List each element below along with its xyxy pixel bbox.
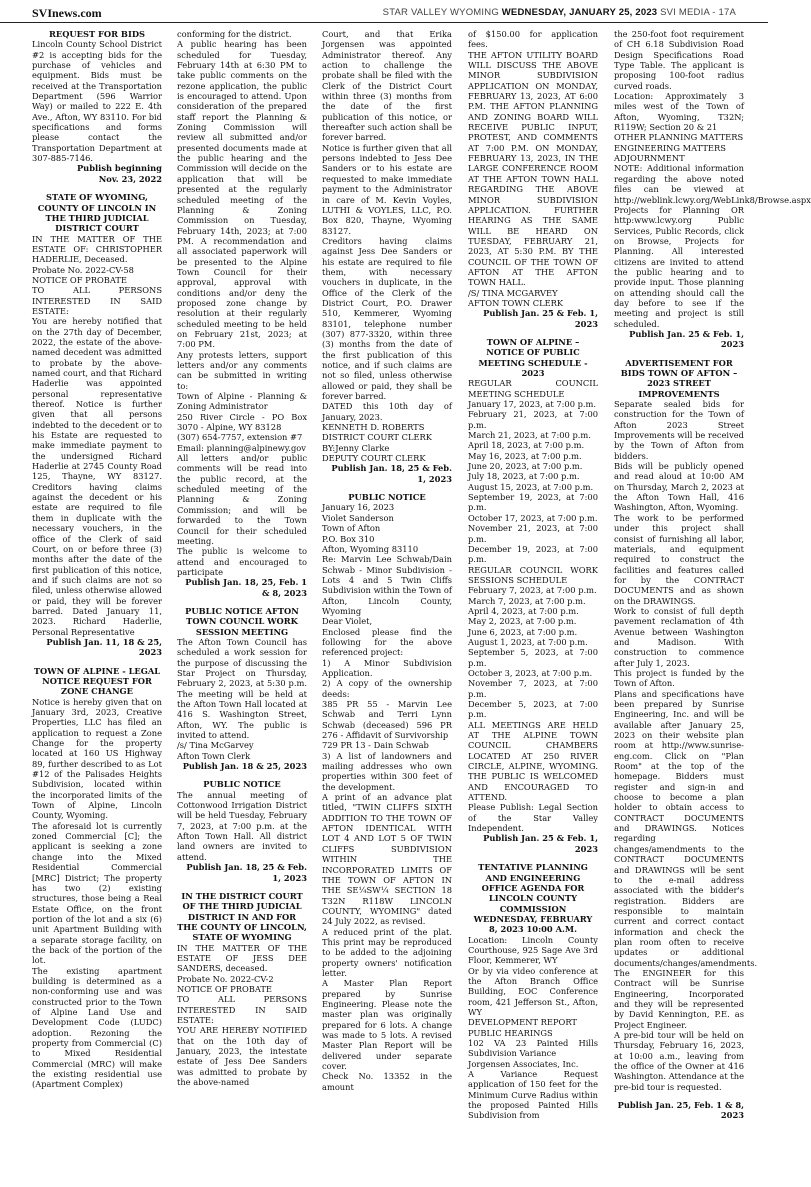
notice-paragraph: the 250-foot foot requirement of CH 6.18 Subdivision Road Design Specifications Road Type Table. The applicant is proposing 100-foot radius curved roads. <box>614 29 744 91</box>
notice-paragraph: November 7, 2023, at 7:00 p.m. <box>468 678 598 699</box>
notice-paragraph: Notice is hereby given that on January 3rd, 2023, Creative Properties, LLC has filed an application to request a Zone Change for the property located at 160 US Highway 89, further described to as Lot #12 of the Palisades Heights Subdivision, located within the incorporated limits of the Town of Alpine, Lincoln County, Wyoming. <box>32 696 162 821</box>
notice-paragraph: April 4, 2023, at 7:00 p.m. <box>468 605 579 616</box>
notice-paragraph: 102 VA 23 Painted Hills Subdivision Variance <box>468 1038 598 1059</box>
notice-paragraph: September 5, 2023, at 7:00 p.m. <box>468 647 598 668</box>
notice-paragraph: DISTRICT COURT CLERK <box>322 432 432 443</box>
notice-heading: TENTATIVE PLANNING AND ENGINEERING OFFICE AGENDA FOR LINCOLN COUNTY COMMISSION WEDNESDAY, FEBRUARY 8, 2023 10:00 A.M. <box>473 862 593 935</box>
notice-paragraph: P.O. Box 310 <box>322 533 375 544</box>
notice-heading: REQUEST FOR BIDS <box>48 29 146 39</box>
notice-paragraph: of $150.00 for application fees. <box>468 29 598 50</box>
spacer <box>177 883 307 891</box>
notice-paragraph: March 7, 2023, at 7:00 p.m. <box>468 595 586 606</box>
notice-paragraph: ALL MEETINGS ARE HELD AT THE ALPINE TOWN COUNCIL CHAMBERS LOCATED AT 250 RIVER CIRCLE, ALPINE, WYOMING. THE PUBLIC IS WELCOMED AND ENCOURAGED TO ATTEND. <box>468 719 598 803</box>
notice-paragraph: NOTICE OF PROBATE <box>32 274 127 285</box>
notice-paragraph: Probate No. 2022-CV-2 <box>177 973 274 984</box>
notice-paragraph: 1) A Minor Subdivision Application. <box>322 657 452 678</box>
publish-line: Publish Jan. 25 & Feb. 1, 2023 <box>483 308 598 329</box>
notice-paragraph: /S/ TINA MCGARVEY <box>468 287 558 298</box>
spacer <box>614 350 744 358</box>
header-prefix: STAR VALLEY WYOMING <box>382 7 502 18</box>
publish-line: Publish Jan. 18 & 25, 2023 <box>182 761 307 772</box>
notice-paragraph: IN THE MATTER OF THE ESTATE OF JESS DEE SANDERS, deceased. <box>177 942 307 974</box>
notice-paragraph: A Variance Request application of 150 feet for the Minimum Curve Radius within the proposed Painted Hills Subdivision from <box>468 1069 598 1121</box>
notice-paragraph: 250 River Circle - PO Box 3070 - Alpine, WY 83128 <box>177 411 307 433</box>
publish-line: Publish Jan. 18, 25 & Feb. 1, 2023 <box>186 862 307 883</box>
notice-paragraph: 385 PR 55 - Marvin Lee Schwab and Terri Lynn Schwab (deceased) 596 PR 276 - Affidavit of Survivorship <box>322 699 452 741</box>
notice-paragraph: NOTE: Additional information regarding the above noted files can be viewed at http://weblink.lcwy.org/WebLink8/Browse.aspx Projects for Planning OR http:www.lcwy.org Public Services, Public Records, click on Browse, Projects for Planning. All interested citizens are invited to attend the public hearing and to provide input. Those planning on attending should call the day before to see if the meeting and project is still scheduled. <box>614 163 811 329</box>
notice-paragraph: /s/ Tina McGarvey <box>177 740 254 751</box>
notice-paragraph: A reduced print of the plat. This print may be reproduced to be added to the adjoining property owners' notification letter. <box>322 926 452 978</box>
site-name: SVInews.com <box>32 6 102 20</box>
notice-paragraph: 2) A copy of the ownership deeds: <box>322 678 452 699</box>
column-4 <box>468 29 598 1179</box>
notice-heading: PUBLIC NOTICE <box>348 492 426 503</box>
notice-paragraph: Or by via video conference at the Afton Branch Office Building, EOC Conference room, 421 Jefferson St., Afton, WY <box>468 965 598 1017</box>
notice-paragraph: PUBLIC HEARINGS <box>468 1027 553 1038</box>
header-suffix: SVI MEDIA - 17A <box>657 7 736 18</box>
notice-heading: IN THE DISTRICT COURT OF THE THIRD JUDICIAL DISTRICT IN AND FOR THE COUNTY OF LINCOLN, STATE OF WYOMING <box>177 890 307 943</box>
header-date: WEDNESDAY, JANUARY 25, 2023 <box>501 7 658 18</box>
notice-paragraph: October 3, 2023, at 7:00 p.m. <box>468 667 593 678</box>
notice-paragraph: A public hearing has been scheduled for Tuesday, February 14th at 6:30 PM to take public comments on the rezone application, the public is encouraged to attend. Upon consideration of the prepared staff report the Planning & Zoning Commission will review all submitted and/or presented documents made at the public hearing and the Commission will decide on the application that will be presented at the regularly scheduled meeting of the Planning & Zoning Commission on Tuesday, February 14th, 2023; at 7:00 PM. A recommendation and all associated paperwork will be presented to the Alpine Town Council for their approval, approval with conditions and/or deny the proposed zone change by resolution at their regularly scheduled meeting to be held on February 21st, 2023; at 7:00 PM. <box>177 39 307 350</box>
notice-paragraph: IN THE MATTER OF THE ESTATE OF: CHRISTOPHER HADERLIE, Deceased. <box>32 233 162 265</box>
notice-paragraph: REGULAR COUNCIL WORK SESSIONS SCHEDULE <box>468 564 598 585</box>
notice-paragraph: August 15, 2023, at 7:00 p.m. <box>468 481 594 492</box>
notice-paragraph: Bids will be publicly opened and read aloud at 10:00 AM on Thursday, March 2, 2023 at the Afton Town Hall, 416 Washington, Afton, Wyoming. <box>614 461 744 513</box>
notice-paragraph: Creditors having claims against Jess Dee Sanders or his estate are required to file them, with necessary vouchers in duplicate, in the Office of the Clerk of the District Court, P.O. Drawer 510, Kemmerer, Wyoming 83101, telephone number (307) 877-3320, within three (3) months from the date of the first publication of this notice, and if such claims are not so filed, unless otherwise allowed or paid, they shall be forever barred. <box>322 235 452 402</box>
notice-paragraph: DEPUTY COURT CLERK <box>322 453 426 464</box>
notice-paragraph: Notice is further given that all persons indebted to Jess Dee Sanders or to his estate are requested to make immediate payment to the Administrator in care of M. Kevin Voyles, LUTHI & VOYLES, LLC, P.O. Box 820, Thayne, Wyoming 83127. <box>322 142 452 236</box>
notice-paragraph: Work to consist of full depth pavement reclamation of 4th Avenue between Washington and Madison. With construction to commence after July 1, 2023. <box>614 605 744 668</box>
notice-paragraph: November 21, 2023, at 7:00 p.m. <box>468 523 598 544</box>
notice-heading: TOWN OF ALPINE - LEGAL NOTICE REQUEST FOR ZONE CHANGE <box>33 665 161 697</box>
notice-paragraph: REGULAR COUNCIL MEETING SCHEDULE <box>468 378 598 399</box>
notice-paragraph: June 6, 2023, at 7:00 p.m. <box>468 626 578 637</box>
notice-paragraph: This project is funded by the Town of Afton. <box>614 667 744 689</box>
notice-paragraph: Please Publish: Legal Section of the Star Valley Independent. <box>468 802 598 834</box>
publish-line: Publish Jan. 25 & Feb. 1, 2023 <box>483 833 598 854</box>
notice-paragraph: ENGINEERING MATTERS <box>614 142 726 153</box>
notice-paragraph: Jorgensen Associates, Inc. <box>468 1058 579 1069</box>
notice-paragraph: December 19, 2023, at 7:00 p.m. <box>468 543 598 565</box>
column-5 <box>614 29 811 1179</box>
notice-paragraph: Afton, Wyoming 83110 <box>322 543 419 554</box>
notice-paragraph: January 16, 2023 <box>322 502 395 513</box>
spacer <box>614 1092 744 1100</box>
notice-paragraph: The annual meeting of Cottonwood Irrigation District will be held Tuesday, February 7, 2023, at 7:00 p.m. at the Afton Town Hall. All district land owners are invited to attend. <box>177 789 307 862</box>
notice-paragraph: Probate No. 2022-CV-58 <box>32 264 134 275</box>
notice-paragraph: Location: Lincoln County Courthouse, 925 Sage Ave 3rd Floor, Kemmerer, WY <box>468 934 598 966</box>
notice-paragraph: Check No. 13352 in the amount <box>322 1071 452 1092</box>
column-2 <box>177 29 307 1179</box>
notice-paragraph: BY:Jenny Clarke <box>322 442 390 453</box>
notice-paragraph: June 20, 2023, at 7:00 p.m. <box>468 461 583 472</box>
notice-paragraph: YOU ARE HEREBY NOTIFIED that on the 10th day of January, 2023, the intestate estate of Jess Dee Sanders was admitted to probate by the above-named <box>177 1025 307 1088</box>
notice-paragraph: TO ALL PERSONS INTERESTED IN SAID ESTATE: <box>32 285 162 316</box>
notice-paragraph: OTHER PLANNING MATTERS <box>614 132 744 143</box>
notice-paragraph: Town of Afton <box>322 523 381 534</box>
notice-paragraph: January 17, 2023, at 7:00 p.m. <box>468 399 597 410</box>
notice-paragraph: The Afton Town Council has scheduled a work session for the purpose of discussing the Star Project on Thursday, February 2, 2023, at 5:30 p.m. The meeting will be held at the Afton Town Hall located at 416 S. Washington Street, Afton, WY. The public is invited to attend. <box>177 636 307 741</box>
notice-paragraph: March 21, 2023, at 7:00 p.m. <box>468 430 591 441</box>
notice-paragraph: Email: planning@alpinewy.gov <box>177 442 306 453</box>
notice-paragraph: conforming for the district. <box>177 29 292 39</box>
page-header <box>0 0 768 23</box>
notice-paragraph: 729 PR 13 - Dain Schwab <box>322 740 429 751</box>
notice-paragraph: The public is welcome to attend and encouraged to participate <box>177 546 307 577</box>
notice-paragraph: Town of Alpine - Planning & Zoning Administrator <box>177 391 307 412</box>
notice-paragraph: A Master Plan Report prepared by Sunrise Engineering. Please note the master plan was originally prepared for 6 lots. A change was made to 5 lots. A revised Master Plan Report will be delivered under separate cover. <box>322 978 452 1072</box>
spacer <box>32 658 162 666</box>
notice-heading: PUBLIC NOTICE AFTON TOWN COUNCIL WORK SESSION MEETING <box>185 605 299 637</box>
notice-paragraph: Any protests letters, support letters and/or any comments can be submitted in writing to: <box>177 349 307 391</box>
notice-heading: TOWN OF ALPINE – NOTICE OF PUBLIC MEETING SCHEDULE - 2023 <box>478 336 588 378</box>
column-1 <box>32 29 162 1179</box>
notice-paragraph: 3) A list of landowners and mailing addresses who own properties within 300 feet of the development. <box>322 750 452 792</box>
notice-paragraph: February 21, 2023, at 7:00 p.m. <box>468 409 598 430</box>
notice-paragraph: Violet Sanderson <box>322 512 394 523</box>
legal-notices-columns <box>32 29 811 1179</box>
notice-paragraph: Lincoln County School District #2 is accepting bids for the purchase of vehicles and equipment. Bids must be received at the Transportation Department (596 Warrior Way) or mailed to 222 E. 4th Ave., Afton, WY 83110. For bid specifications and forms please contact the Transportation Department at 307-885-7146. <box>32 39 162 164</box>
notice-heading: ADVERTISEMENT FOR BIDS TOWN OF AFTON – 2023 STREET IMPROVEMENTS <box>620 357 738 399</box>
spacer <box>177 771 307 779</box>
notice-paragraph: A print of an advance plat titled, "TWIN CLIFFS SIXTH ADDITION TO THE TOWN OF AFTON IDENTICAL WITH LOT 4 AND LOT 5 OF TWIN CLIFFS SUBDIVISION WITHIN THE INCORPORATED LIMITS OF THE TOWN OF AFTON IN THE SE¼SW¼ SECTION 18 T32N R118W LINCOLN COUNTY, WYOMING" dated 24 July 2022, as revised. <box>322 792 452 927</box>
notice-paragraph: Separate sealed bids for construction for the Town of Afton 2023 Street Improvements will be received by the Town of Afton from bidders. <box>614 399 744 461</box>
notice-paragraph: You are hereby notified that on the 27th day of December, 2022, the estate of the above-named decedent was admitted to probate by the above-named court, and that Richard Haderlie was appointed personal representative thereof. Notice is further given that all persons indebted to the decedent or to his Estate are requested to make immediate payment to the undersigned Richard Haderlie at 2745 County Road 125, Thayne, WY 83127. Creditors having claims against the decedent or his estate are required to file them in duplicate with the necessary vouchers, in the office of the Clerk of said Court, on or before three (3) months after the date of the first publication of this notice, and if such claims are not so filed, unless otherwise allowed or paid, they will be forever barred. Dated January 11, 2023. Richard Haderlie, Personal Representative <box>32 316 162 637</box>
notice-paragraph: AFTON TOWN CLERK <box>468 297 564 308</box>
notice-paragraph: February 7, 2023, at 7:00 p.m. <box>468 585 597 596</box>
notice-paragraph: Location: Approximately 3 miles west of the Town of Afton, Wyoming, T32N; R119W; Section 20 & 21 <box>614 91 744 133</box>
notice-paragraph: August 1, 2023, at 7:00 p.m. <box>468 636 588 647</box>
notice-paragraph: The aforesaid lot is currently zoned Commercial [C]; the applicant is seeking a zone change into the Mixed Residential Commercial [MRC] District; The property has two (2) existing structures, those being a Real Estate Office, on the front portion of the lot and a six (6) unit Apartment Building with a separate storage facility, on the back of the portion of the lot. <box>32 820 162 966</box>
notice-paragraph: The existing apartment building is determined as a non-conforming use and was constructed prior to the Town of Alpine Land Use and Development Code (LUDC) adoption. Rezoning the property from Commercial (C) to Mixed Residential Commercial (MRC) will make the existing residential use (Apartment Complex) <box>32 965 162 1090</box>
notice-paragraph: December 5, 2023, at 7:00 p.m. <box>468 699 598 720</box>
notice-paragraph: Afton Town Clerk <box>177 750 251 761</box>
spacer <box>32 184 162 192</box>
notice-paragraph: KENNETH D. ROBERTS <box>322 422 425 433</box>
header-info <box>383 7 736 18</box>
notice-paragraph: THE AFTON UTILITY BOARD WILL DISCUSS THE ABOVE MINOR SUBDIVISION APPLICATION ON MONDAY, FEBRUARY 13, 2023, AT 6:00 P.M. THE AFTON PLANNING AND ZONING BOARD WILL RECEIVE PUBLIC INPUT, PROTEST, AND COMMENTS AT 7:00 P.M. ON MONDAY, FEBRUARY 13, 2023, IN THE LARGE CONFERENCE ROOM AT THE AFTON TOWN HALL REGARDING THE ABOVE MINOR SUBDIVISION APPLICATION. FURTHER HEARING AS THE SAME WILL BE HEARD ON TUESDAY, FEBRUARY 21, 2023, AT 5:30 P.M. BY THE COUNCIL OF THE TOWN OF AFTON AT THE AFTON TOWN HALL. <box>468 49 598 288</box>
publish-line: Publish Jan. 25, Feb. 1 & 8, 2023 <box>617 1100 744 1121</box>
spacer <box>177 598 307 606</box>
notice-paragraph: NOTICE OF PROBATE <box>177 983 272 994</box>
notice-paragraph: Enclosed please find the following for the above referenced project: <box>322 626 452 658</box>
notice-paragraph: All letters and/or public comments will be read into the public record, at the scheduled meeting of the Planning & Zoning Commission; and will be forwarded to the Town Council for their scheduled meeting. <box>177 453 307 546</box>
notice-paragraph: Re: Marvin Lee Schwab/Dain Schwab - Minor Subdivision - Lots 4 and 5 Twin Cliffs Subdivision within the Town of Afton, Lincoln County, Wyoming <box>322 554 452 616</box>
notice-paragraph: Dear Violet, <box>322 616 373 627</box>
publish-line: Publish Jan. 25 & Feb. 1, 2023 <box>629 328 744 350</box>
column-3 <box>322 29 452 1179</box>
spacer <box>468 854 598 862</box>
notice-paragraph: May 16, 2023, at 7:00 p.m. <box>468 450 582 461</box>
publish-line: Nov. 23, 2022 <box>98 173 162 184</box>
notice-paragraph: September 19, 2023, at 7:00 p.m. <box>468 492 598 513</box>
notice-paragraph: April 18, 2023, at 7:00 p.m. <box>468 440 585 451</box>
notice-paragraph: DEVELOPMENT REPORT <box>468 1017 577 1028</box>
notice-paragraph: The work to be performed under this project shall consist of furnishing all labor, materials, and equipment required to construct the facilities and features called for by the CONTRACT DOCUMENTS and as shown on the DRAWINGS. <box>614 512 744 606</box>
notice-paragraph: ADJOURNMENT <box>614 153 685 164</box>
notice-paragraph: Plans and specifications have been prepared by Sunrise Engineering, Inc. and will be available after January 25, 2023 on their website plan room at http://www.sunrise-eng.com. Click on "Plan Room" at the top of the homepage. Bidders must register and sign-in and choose to become a plan holder to obtain access to CONTRACT DOCUMENTS and DRAWINGS. Notices regarding changes/amendments to the CONTRACT DOCUMENTS and DRAWINGS will be sent to the e-mail address associated with the bidder's registration. Bidders are responsible to maintain current and correct contact information and check the plan room often to receive updates or additional documents/changes/amendments. The ENGINEER for this Contract will be Sunrise Engineering, Incorporated and they will be represented by David Kennington, P.E. as Project Engineer. <box>614 688 758 1030</box>
notice-paragraph: May 2, 2023, at 7:00 p.m. <box>468 616 577 627</box>
notice-paragraph: A pre-bid tour will be held on Thursday, February 16, 2023, at 10:00 a.m., leaving from the office of the Owner at 416 Washington. Attendance at the pre-bid tour is requested. <box>614 1030 744 1092</box>
notice-paragraph: (307) 654-7757, extension #7 <box>177 432 303 443</box>
publish-line: Publish Jan. 18, 25, Feb. 1 & 8, 2023 <box>185 577 307 598</box>
spacer <box>468 329 598 337</box>
publish-line: Publish Jan. 11, 18 & 25, 2023 <box>46 636 162 658</box>
publish-line: Publish beginning <box>76 163 162 174</box>
notice-paragraph: July 18, 2023, at 7:00 p.m. <box>468 471 580 482</box>
spacer <box>322 484 452 492</box>
publish-line: Publish Jan. 18, 25 & Feb. 1, 2023 <box>331 463 452 484</box>
notice-paragraph: TO ALL PERSONS INTERESTED IN SAID ESTATE: <box>177 994 307 1025</box>
notice-heading: PUBLIC NOTICE <box>203 779 281 790</box>
notice-paragraph: Court, and that Erika Jorgensen was appointed Administrator thereof. Any action to challenge the probate shall be filed with the Clerk of the District Court within three (3) months from the date of the first publication of this notice, or thereafter such action shall be forever barred. <box>322 29 452 143</box>
notice-heading: STATE OF WYOMING, COUNTY OF LINCOLN IN THE THIRD JUDICIAL DISTRICT COURT <box>37 192 157 234</box>
notice-paragraph: October 17, 2023, at 7:00 p.m. <box>468 512 598 523</box>
notice-paragraph: DATED this 10th day of January, 2023. <box>322 401 452 422</box>
